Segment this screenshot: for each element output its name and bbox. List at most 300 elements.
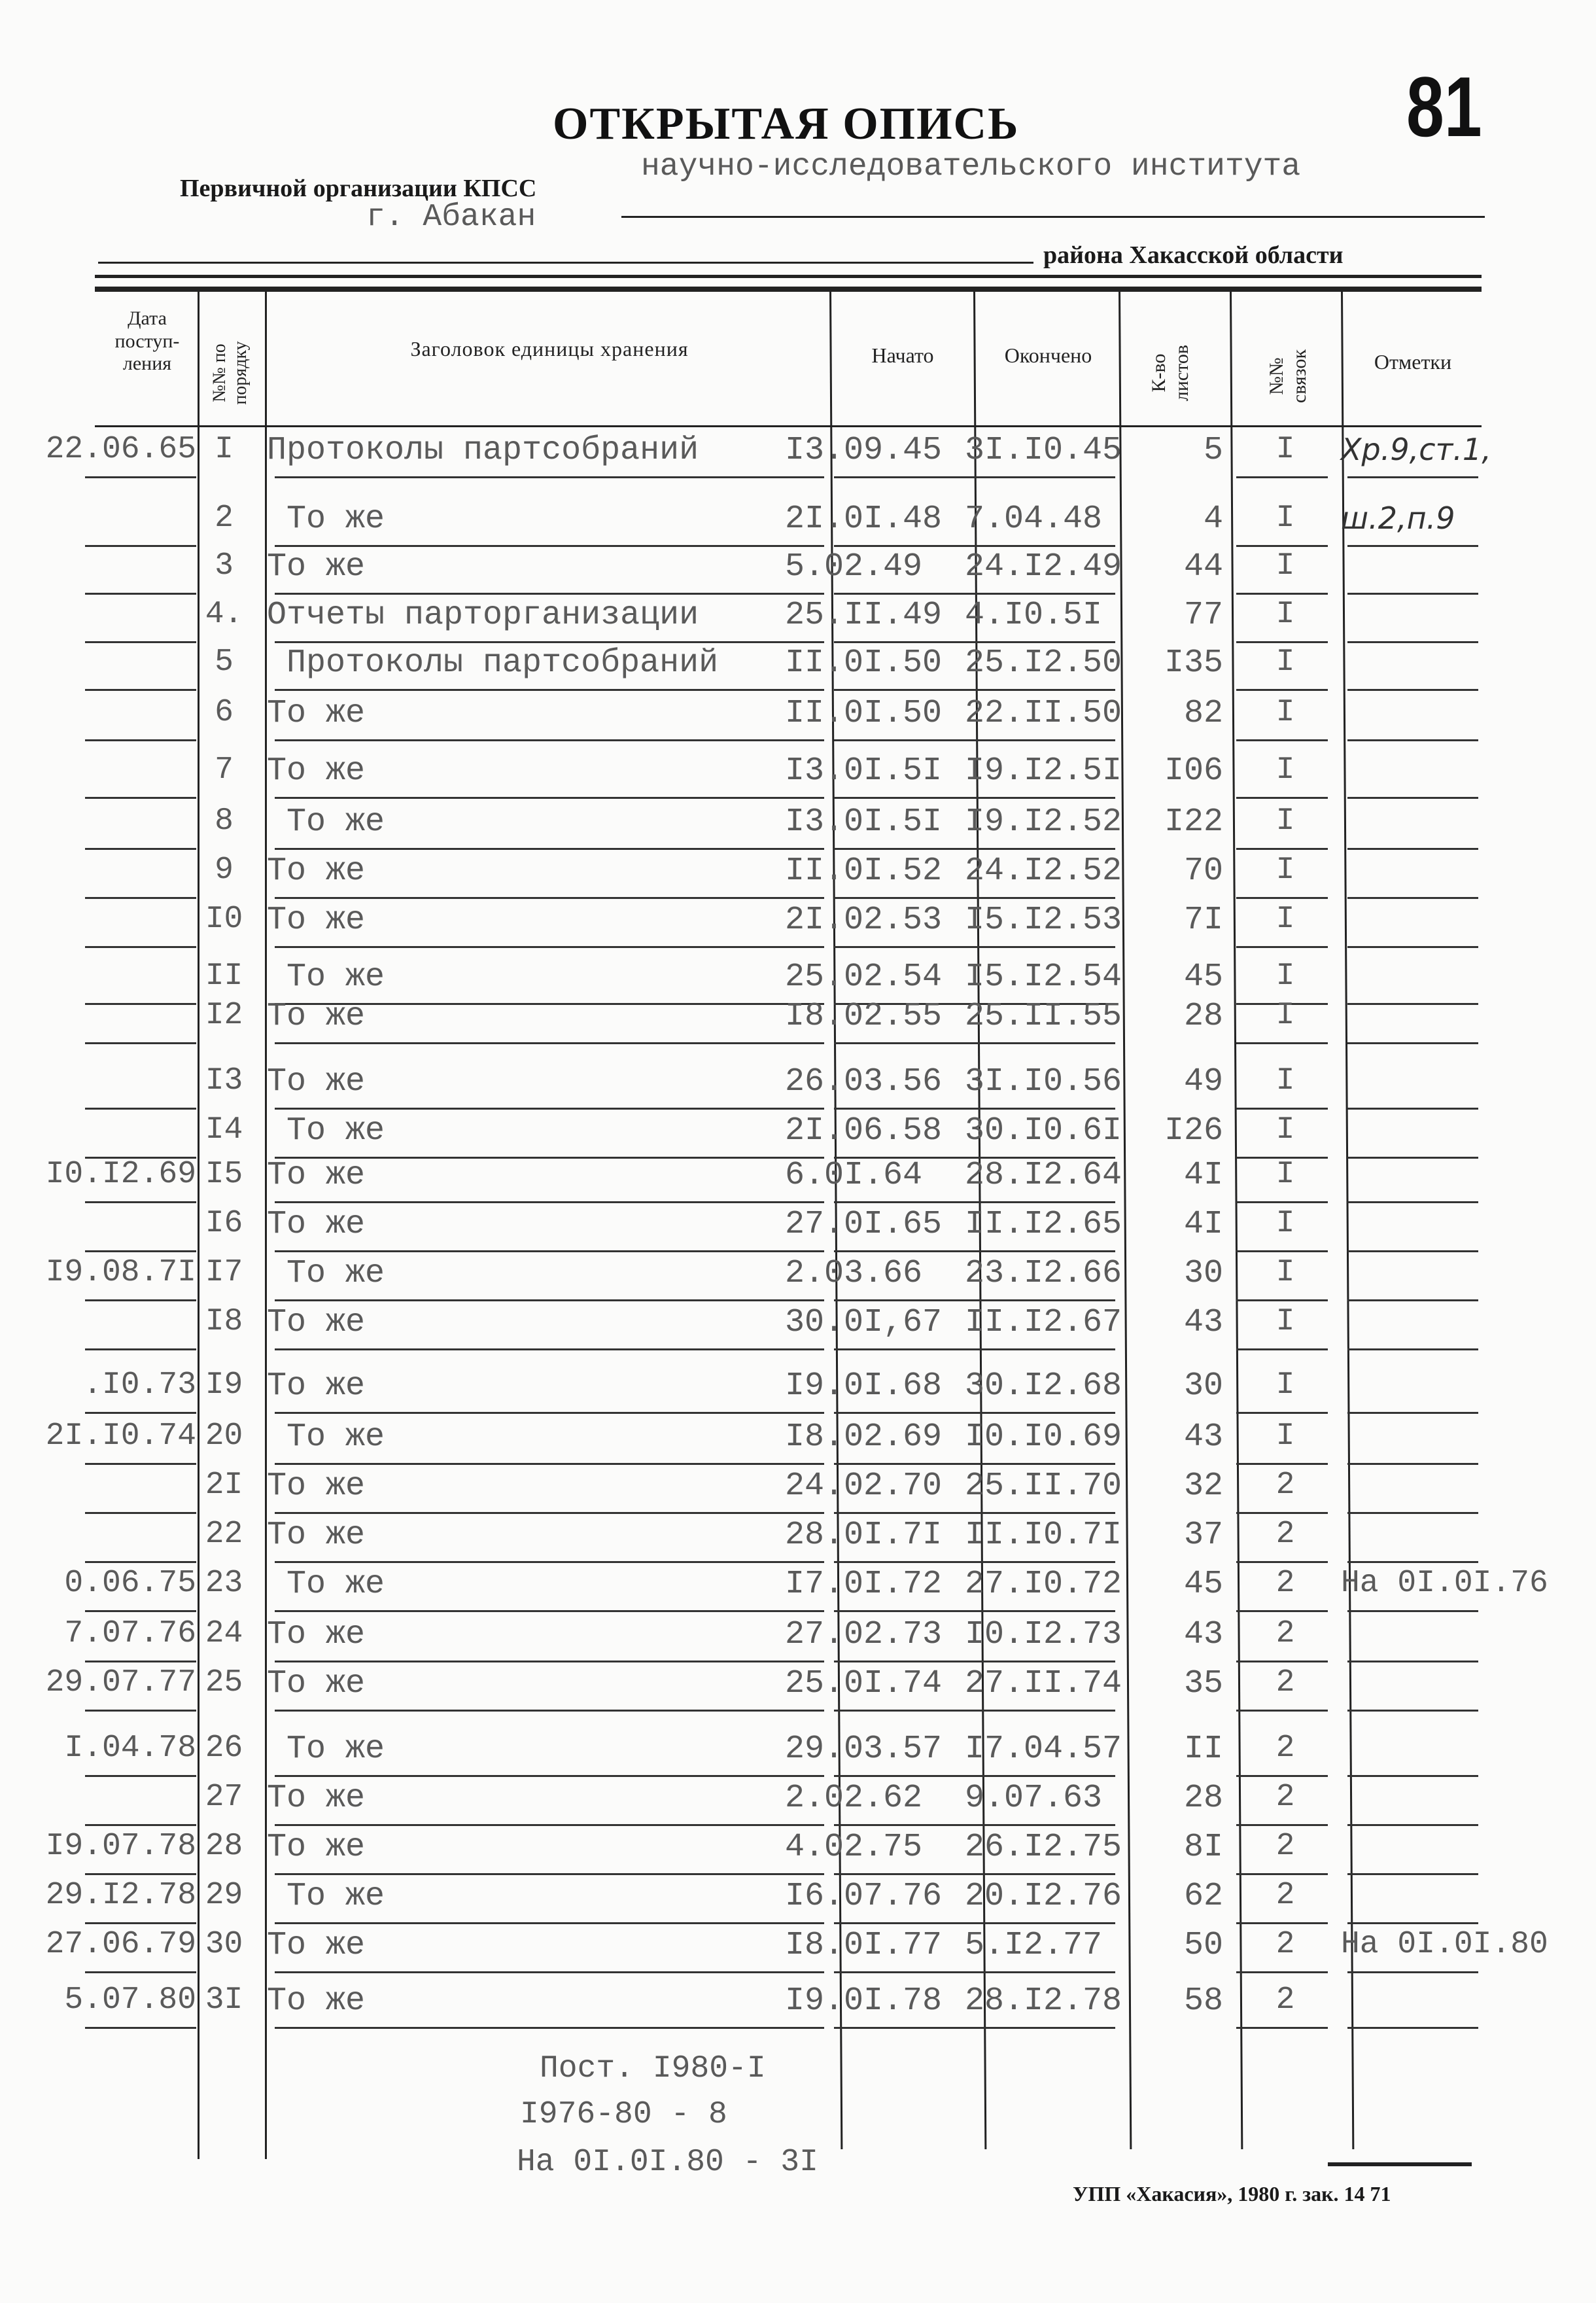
row-title: То же — [267, 998, 366, 1035]
row-rule — [1347, 897, 1478, 899]
row-start: 25.0I.74 — [785, 1665, 943, 1702]
row-rule — [1236, 1108, 1328, 1110]
row-number: 2I — [205, 1468, 243, 1503]
row-bundle: 2 — [1275, 1665, 1295, 1700]
row-rule — [834, 1463, 1115, 1465]
row-date: 5.07.80 — [64, 1982, 196, 2018]
row-rule — [1347, 689, 1478, 691]
header-end: Окончено — [1004, 343, 1092, 367]
row-rule — [85, 476, 196, 478]
row-rule — [275, 1042, 824, 1044]
row-number: 29 — [205, 1878, 243, 1913]
row-start: I7.0I.72 — [785, 1566, 943, 1603]
row-rule — [1236, 1775, 1328, 1777]
row-bundle: I — [1275, 752, 1295, 788]
row-end: 3I.I0.45 — [965, 432, 1122, 469]
row-rule — [1347, 1971, 1478, 1973]
row-number: 26 — [205, 1731, 243, 1766]
row-end: 9.07.63 — [965, 1780, 1103, 1817]
row-start: 2I.06.58 — [785, 1112, 943, 1150]
row-end: 3I.I0.56 — [965, 1063, 1122, 1100]
row-rule — [834, 797, 1115, 799]
region-underline — [98, 262, 1033, 264]
row-sheets: 45 — [1183, 958, 1223, 996]
row-rule — [1347, 1463, 1478, 1465]
row-rule — [85, 1775, 196, 1777]
row-bundle: 2 — [1275, 1982, 1295, 2018]
row-end: 27.I0.72 — [965, 1566, 1122, 1603]
row-rule — [275, 1971, 824, 1973]
row-bundle: I — [1275, 1367, 1295, 1403]
row-rule — [1347, 1108, 1478, 1110]
row-number: II — [205, 958, 243, 994]
row-title: То же — [267, 902, 366, 939]
row-number: I — [215, 432, 234, 467]
row-end: 27.II.74 — [965, 1665, 1122, 1702]
row-sheets: 28 — [1183, 1780, 1223, 1817]
org-city: г. Абакан — [366, 200, 536, 235]
row-bundle: 2 — [1275, 1878, 1295, 1913]
row-end: I0.I0.69 — [965, 1418, 1122, 1456]
row-end: 24.I2.52 — [965, 853, 1122, 890]
row-number: 3 — [215, 548, 234, 584]
row-rule — [85, 545, 196, 547]
row-start: 27.02.73 — [785, 1616, 943, 1653]
row-rule — [834, 1250, 1115, 1252]
row-rule — [1347, 1873, 1478, 1875]
row-rule — [1347, 545, 1478, 547]
row-rule — [85, 1463, 196, 1465]
row-date: 0.06.75 — [64, 1566, 196, 1601]
row-rule — [85, 739, 196, 741]
row-start: 6.0I.64 — [785, 1157, 923, 1194]
row-rule — [85, 848, 196, 850]
row-start: 2I.0I.48 — [785, 501, 943, 538]
row-sheets: I22 — [1164, 803, 1223, 841]
row-start: I8.02.55 — [785, 998, 943, 1035]
row-rule — [1236, 1412, 1328, 1414]
org-label: Первичной организации КПСС — [180, 175, 537, 202]
row-bundle: I — [1275, 1157, 1295, 1192]
row-number: I6 — [205, 1206, 243, 1241]
row-end: 25.II.70 — [965, 1468, 1122, 1505]
row-number: 3I — [205, 1982, 243, 2018]
row-rule — [85, 1824, 196, 1826]
row-rule — [275, 1922, 824, 1924]
row-sheets: 8I — [1183, 1829, 1223, 1866]
row-rule — [1347, 1710, 1478, 1712]
row-start: 25.II.49 — [785, 597, 943, 634]
row-rule — [85, 593, 196, 595]
row-sheets: 4I — [1183, 1206, 1223, 1243]
row-start: I3.09.45 — [785, 432, 943, 469]
row-title: То же — [267, 1157, 366, 1194]
row-number: 25 — [205, 1665, 243, 1700]
row-title: То же — [267, 853, 366, 890]
row-rule — [1236, 1922, 1328, 1924]
row-title: То же — [286, 1878, 385, 1915]
header-title: Заголовок единицы хранения — [410, 337, 689, 360]
row-sheets: 4I — [1183, 1157, 1223, 1194]
row-rule — [834, 1299, 1115, 1301]
row-title: Протоколы партсобраний — [286, 644, 719, 682]
row-rule — [1347, 1042, 1478, 1044]
header-num: №№ по порядку — [209, 341, 251, 405]
row-bundle: 2 — [1275, 1731, 1295, 1766]
row-note: На 0I.0I.76 — [1341, 1566, 1548, 1601]
row-title: То же — [267, 1665, 366, 1702]
row-rule — [1236, 1661, 1328, 1662]
row-title: То же — [267, 1982, 366, 2020]
row-sheets: II — [1183, 1731, 1223, 1768]
row-rule — [834, 689, 1115, 691]
row-start: 29.03.57 — [785, 1731, 943, 1768]
document-title: ОТКРЫТАЯ ОПИСЬ — [553, 99, 1020, 149]
row-bundle: I — [1275, 958, 1295, 994]
row-rule — [85, 1003, 196, 1005]
table-top-rule — [95, 275, 1482, 278]
row-note: Хр.9,ст.1, — [1341, 432, 1491, 467]
row-rule — [1236, 946, 1328, 948]
row-end: 26.I2.75 — [965, 1829, 1122, 1866]
row-start: 24.02.70 — [785, 1468, 943, 1505]
row-number: 6 — [215, 695, 234, 730]
row-start: I3.0I.5I — [785, 803, 943, 841]
row-title: То же — [267, 1780, 366, 1817]
row-rule — [275, 946, 824, 948]
row-end: II.I0.7I — [965, 1517, 1122, 1554]
row-sheets: 5 — [1203, 432, 1223, 469]
row-rule — [1347, 641, 1478, 643]
row-rule — [1236, 2027, 1328, 2029]
row-end: 22.II.50 — [965, 695, 1122, 732]
row-sheets: 82 — [1183, 695, 1223, 732]
header-start: Начато — [871, 343, 934, 367]
row-start: 4.02.75 — [785, 1829, 923, 1866]
row-date: I0.I2.69 — [45, 1157, 196, 1192]
row-sheets: I26 — [1164, 1112, 1223, 1150]
row-rule — [1347, 1348, 1478, 1350]
row-rule — [85, 1873, 196, 1875]
row-rule — [834, 476, 1115, 478]
row-rule — [275, 476, 824, 478]
row-rule — [1236, 1299, 1328, 1301]
row-number: I3 — [205, 1063, 243, 1099]
row-bundle: I — [1275, 853, 1295, 888]
row-rule — [85, 1610, 196, 1612]
row-bundle: I — [1275, 1206, 1295, 1241]
row-end: II.I2.67 — [965, 1304, 1122, 1341]
row-end: 23.I2.66 — [965, 1255, 1122, 1292]
org-region: района Хакасской области — [1043, 241, 1344, 269]
row-bundle: I — [1275, 644, 1295, 680]
row-rule — [834, 2027, 1115, 2029]
row-number: I9 — [205, 1367, 243, 1403]
row-bundle: 2 — [1275, 1780, 1295, 1815]
org-underline — [621, 216, 1485, 218]
row-rule — [275, 797, 824, 799]
row-date: I9.07.78 — [45, 1829, 196, 1864]
row-rule — [834, 1412, 1115, 1414]
table-top-rule-2 — [95, 287, 1482, 292]
row-bundle: I — [1275, 597, 1295, 632]
row-title: То же — [286, 958, 385, 996]
row-rule — [85, 1971, 196, 1973]
row-rule — [275, 1348, 824, 1350]
row-rule — [85, 1299, 196, 1301]
row-date: .I0.73 — [83, 1367, 196, 1403]
row-rule — [1236, 593, 1328, 595]
row-rule — [1347, 1512, 1478, 1514]
row-end: 28.I2.78 — [965, 1982, 1122, 2020]
row-rule — [834, 848, 1115, 850]
row-rule — [85, 1710, 196, 1712]
row-end: I7.04.57 — [965, 1731, 1122, 1768]
row-date: 29.I2.78 — [45, 1878, 196, 1913]
row-bundle: I — [1275, 1304, 1295, 1339]
row-bundle: I — [1275, 1063, 1295, 1099]
printer-imprint: УПП «Хакасия», 1980 г. зак. 14 71 — [1073, 2182, 1391, 2206]
row-rule — [834, 1108, 1115, 1110]
row-rule — [1236, 848, 1328, 850]
row-rule — [275, 1299, 824, 1301]
page-number: 81 — [1406, 59, 1482, 154]
row-end: 30.I0.6I — [965, 1112, 1122, 1150]
row-sheets: 7I — [1183, 902, 1223, 939]
row-rule — [1236, 1710, 1328, 1712]
row-title: То же — [267, 548, 366, 586]
row-rule — [275, 1412, 824, 1414]
row-rule — [85, 897, 196, 899]
row-bundle: 2 — [1275, 1927, 1295, 1962]
row-sheets: 28 — [1183, 998, 1223, 1035]
row-number: 30 — [205, 1927, 243, 1962]
row-title: То же — [267, 1829, 366, 1866]
row-end: 25.II.55 — [965, 998, 1122, 1035]
row-end: I0.I2.73 — [965, 1616, 1122, 1653]
row-rule — [275, 2027, 824, 2029]
row-title: То же — [286, 803, 385, 841]
row-start: I3.0I.5I — [785, 752, 943, 790]
row-rule — [1236, 1873, 1328, 1875]
row-rule — [275, 848, 824, 850]
row-rule — [1347, 476, 1478, 478]
row-rule — [275, 1512, 824, 1514]
row-bundle: 2 — [1275, 1468, 1295, 1503]
row-sheets: 77 — [1183, 597, 1223, 634]
row-sheets: 43 — [1183, 1616, 1223, 1653]
row-sheets: 43 — [1183, 1304, 1223, 1341]
row-start: I9.0I.68 — [785, 1367, 943, 1405]
row-start: 28.0I.7I — [785, 1517, 943, 1554]
row-bundle: I — [1275, 1255, 1295, 1290]
row-rule — [275, 1108, 824, 1110]
header-bottom-rule — [95, 425, 1482, 427]
row-title: То же — [267, 752, 366, 790]
row-date: 2I.I0.74 — [45, 1418, 196, 1454]
row-rule — [834, 1922, 1115, 1924]
row-rule — [275, 897, 824, 899]
row-rule — [275, 641, 824, 643]
row-start: 2.03.66 — [785, 1255, 923, 1292]
row-start: 5.02.49 — [785, 548, 923, 586]
row-number: 27 — [205, 1780, 243, 1815]
row-rule — [834, 1971, 1115, 1973]
row-bundle: 2 — [1275, 1566, 1295, 1601]
row-rule — [1347, 848, 1478, 850]
row-end: 24.I2.49 — [965, 548, 1122, 586]
row-bundle: I — [1275, 1112, 1295, 1148]
row-title: То же — [267, 1927, 366, 1964]
row-rule — [85, 641, 196, 643]
footer-line-1: Пост. I980-I — [540, 2051, 766, 2086]
row-number: I8 — [205, 1304, 243, 1339]
row-rule — [1236, 797, 1328, 799]
row-rule — [1347, 1824, 1478, 1826]
row-end: 7.04.48 — [965, 501, 1103, 538]
row-end: 4.I0.5I — [965, 597, 1103, 634]
row-rule — [834, 1775, 1115, 1777]
org-name: научно-исследовательского института — [641, 149, 1301, 185]
header-sheets: К-во листов — [1148, 344, 1192, 402]
row-rule — [834, 1512, 1115, 1514]
row-rule — [1347, 2027, 1478, 2029]
row-title: То же — [286, 1731, 385, 1768]
row-note: ш.2,п.9 — [1341, 501, 1455, 536]
row-rule — [834, 946, 1115, 948]
row-rule — [85, 797, 196, 799]
row-date: I9.08.7I — [45, 1255, 196, 1290]
row-end: II.I2.65 — [965, 1206, 1122, 1243]
row-number: 28 — [205, 1829, 243, 1864]
row-rule — [275, 1201, 824, 1203]
row-start: 30.0I,67 — [785, 1304, 943, 1341]
row-bundle: I — [1275, 998, 1295, 1033]
row-number: 9 — [215, 853, 234, 888]
row-start: II.0I.52 — [785, 853, 943, 890]
row-rule — [834, 1610, 1115, 1612]
row-rule — [834, 1042, 1115, 1044]
row-rule — [85, 1512, 196, 1514]
row-rule — [834, 641, 1115, 643]
row-sheets: 35 — [1183, 1665, 1223, 1702]
row-rule — [1236, 545, 1328, 547]
row-sheets: 30 — [1183, 1367, 1223, 1405]
row-rule — [1236, 1250, 1328, 1252]
row-rule — [1236, 1348, 1328, 1350]
row-rule — [275, 593, 824, 595]
header-date: Дата поступ-ления — [114, 308, 180, 374]
row-number: I2 — [205, 998, 243, 1033]
row-rule — [834, 1561, 1115, 1563]
col-divider — [1341, 291, 1354, 2149]
row-title: То же — [286, 1418, 385, 1456]
row-sheets: 30 — [1183, 1255, 1223, 1292]
row-sheets: 62 — [1183, 1878, 1223, 1915]
row-sheets: 32 — [1183, 1468, 1223, 1505]
row-rule — [85, 1922, 196, 1924]
row-rule — [85, 1561, 196, 1563]
row-rule — [275, 689, 824, 691]
footer-line-3: На 0I.0I.80 - 3I — [517, 2145, 818, 2180]
row-rule — [1347, 797, 1478, 799]
row-sheets: 70 — [1183, 853, 1223, 890]
row-rule — [275, 545, 824, 547]
row-start: 25.02.54 — [785, 958, 943, 996]
row-rule — [1347, 1922, 1478, 1924]
row-sheets: 4 — [1203, 501, 1223, 538]
row-sheets: 49 — [1183, 1063, 1223, 1100]
row-bundle: 2 — [1275, 1616, 1295, 1651]
header-bundle: №№ связок — [1266, 349, 1310, 404]
row-rule — [85, 1661, 196, 1662]
row-rule — [85, 946, 196, 948]
row-rule — [1347, 1157, 1478, 1159]
row-rule — [834, 1348, 1115, 1350]
row-number: I7 — [205, 1255, 243, 1290]
row-rule — [1236, 641, 1328, 643]
row-end: 25.I2.50 — [965, 644, 1122, 682]
row-bundle: I — [1275, 548, 1295, 584]
row-start: I6.07.76 — [785, 1878, 943, 1915]
row-number: 23 — [205, 1566, 243, 1601]
row-sheets: 58 — [1183, 1982, 1223, 2020]
row-title: То же — [286, 501, 385, 538]
footer-rule — [1328, 2162, 1472, 2166]
footer-line-2: I976-80 - 8 — [520, 2097, 727, 2132]
row-bundle: 2 — [1275, 1829, 1295, 1864]
row-title: То же — [267, 1367, 366, 1405]
row-rule — [834, 593, 1115, 595]
row-number: 8 — [215, 803, 234, 839]
row-rule — [1236, 739, 1328, 741]
row-rule — [1236, 1463, 1328, 1465]
row-rule — [834, 1824, 1115, 1826]
row-title: То же — [267, 1304, 366, 1341]
row-start: II.0I.50 — [785, 695, 943, 732]
row-rule — [275, 1661, 824, 1662]
row-date: 7.07.76 — [64, 1616, 196, 1651]
row-rule — [85, 689, 196, 691]
row-rule — [1236, 1824, 1328, 1826]
row-end: 28.I2.64 — [965, 1157, 1122, 1194]
row-sheets: I06 — [1164, 752, 1223, 790]
row-sheets: 37 — [1183, 1517, 1223, 1554]
row-rule — [85, 1250, 196, 1252]
row-rule — [275, 1250, 824, 1252]
row-end: I5.I2.53 — [965, 902, 1122, 939]
row-number: 7 — [215, 752, 234, 788]
row-date: 29.07.77 — [45, 1665, 196, 1700]
row-rule — [1236, 897, 1328, 899]
row-start: I9.0I.78 — [785, 1982, 943, 2020]
row-rule — [1347, 1661, 1478, 1662]
row-rule — [1236, 1201, 1328, 1203]
row-rule — [1347, 1201, 1478, 1203]
row-bundle: 2 — [1275, 1517, 1295, 1552]
row-title: То же — [267, 1206, 366, 1243]
row-title: То же — [286, 1566, 385, 1603]
row-rule — [85, 1108, 196, 1110]
row-title: То же — [267, 1517, 366, 1554]
row-title: То же — [267, 1616, 366, 1653]
row-rule — [85, 1042, 196, 1044]
row-title: То же — [267, 1468, 366, 1505]
row-sheets: 43 — [1183, 1418, 1223, 1456]
header-notes: Отметки — [1374, 350, 1452, 374]
row-end: I9.I2.5I — [965, 752, 1122, 790]
row-number: 20 — [205, 1418, 243, 1454]
